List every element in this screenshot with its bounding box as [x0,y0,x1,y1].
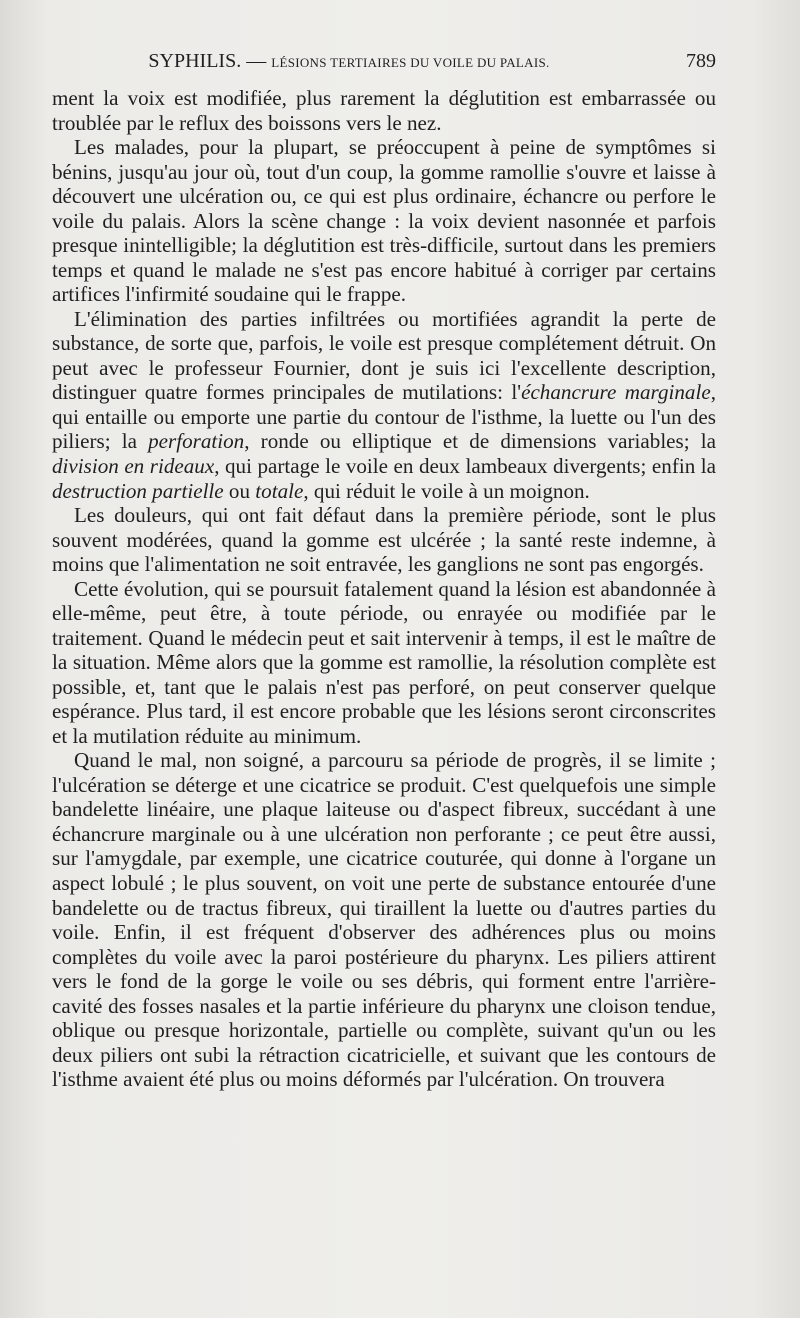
header-title-sub: LÉSIONS TERTIAIRES DU VOILE DU PALAIS. [271,55,550,70]
text-segment: , qui entaille ou emporte une partie du contour de l'isthme, la luette ou l'un des piliers; la [52,380,716,454]
text-segment: Quand le mal, non soigné, a parcouru sa période de progrès, il se limite ; l'ulcération se déterge et une cicatrice se produit. C'est quelquefois une simple bandelette linéaire, une plaque laiteuse ou d'aspect fibreux, succédant à une échancrure marginale ou à une ulcération non perforante ; ce peut être aussi, sur l'amygdale, par exemple, une cicatrice couturée, qui donne à l'organe un aspect lobulé ; le plus souvent, on voit une perte de substance entourée d'une bandelette ou de tractus fibreux, qui tiraillent la luette ou d'autres parties du voile. Enfin, il est fréquent d'observer des adhérences plus ou moins complètes du voile avec la paroi postérieure du pharynx. Les piliers attirent vers le fond de la gorge le voile ou ses débris, qui forment entre l'arrière-cavité des fosses nasales et la partie inférieure du pharynx une cloison tendue, oblique ou presque horizontale, partielle ou complète, suivant qu'un ou les deux piliers ont subi la rétraction cicatricielle, et suivant que les contours de l'isthme avaient été plus ou moins déformés par l'ulcération. On trouvera [52,748,716,1092]
running-title [52,50,646,73]
text-segment: , ronde ou elliptique et de dimensions variables; la [244,429,716,454]
text-segment: Cette évolution, qui se poursuit fatalement quand la lésion est abandonnée à elle-même, peut être, à toute période, ou enrayée ou modifiée par le traitement. Quand le médecin peut et sait intervenir à temps, il est le maître de la situation. Même alors que la gomme est ramollie, la résolution complète est possible, et, tant que le palais n'est pas perforé, on peut conserver quelque espérance. Plus tard, il est encore probable que les lésions seront circonscrites et la mutilation réduite au minimum. [52,576,716,748]
paragraph [52,307,716,503]
italic-term: division en rideaux [52,453,215,478]
paragraph [52,503,716,577]
text-segment: , qui partage le voile en deux lambeaux divergents; enfin la [214,453,717,478]
text-segment: Les malades, pour la plupart, se préoccupent à peine de symptômes si bénins, jusqu'au jour où, tout d'un coup, la gomme ramollie s'ouvre et laisse à découvert une ulcération ou, ce qui est plus ordinaire, échancre ou perfore le voile du palais. Alors la scène change : la voix devient nasonnée et parfois presque inintelligible; la déglutition est très-difficile, surtout dans les premiers temps et quand le malade ne s'est pas encore habitué à corriger par certains artifices l'infirmité soudaine qui le frappe. [52,135,716,307]
paragraph [52,86,716,135]
text-segment: ou [223,478,256,503]
header-title-main: SYPHILIS. [148,50,242,72]
header-dash: — [241,50,272,72]
page-number: 789 [686,50,716,72]
italic-term: destruction partielle [52,478,224,503]
text-segment: L'élimination des parties infiltrées ou mortifiées agrandit la perte de substance, de sorte que, parfois, le voile est presque complétement détruit. On peut avec le professeur Fournier, dont je suis ici l'excellente description, distinguer quatre formes principales de mutilations: l' [52,306,716,405]
italic-term: totale [255,478,304,503]
italic-term: échancrure marginale [521,380,711,405]
text-segment: , qui réduit le voile à un moignon. [303,478,590,503]
paragraph [52,577,716,749]
paragraph [52,748,716,1091]
italic-term: perforation [148,429,245,454]
running-header [52,50,716,80]
text-segment: ment la voix est modifiée, plus rarement la déglutition est embarrassée ou troublée par le reflux des boissons vers le nez. [52,86,716,135]
text-segment: Les douleurs, qui ont fait défaut dans la première période, sont le plus souvent modérées, quand la gomme est ulcérée ; la santé reste indemne, à moins que l'alimentation ne soit entravée, les ganglions ne sont pas engorgés. [52,503,716,577]
body-text [52,86,716,1092]
paragraph [52,135,716,307]
